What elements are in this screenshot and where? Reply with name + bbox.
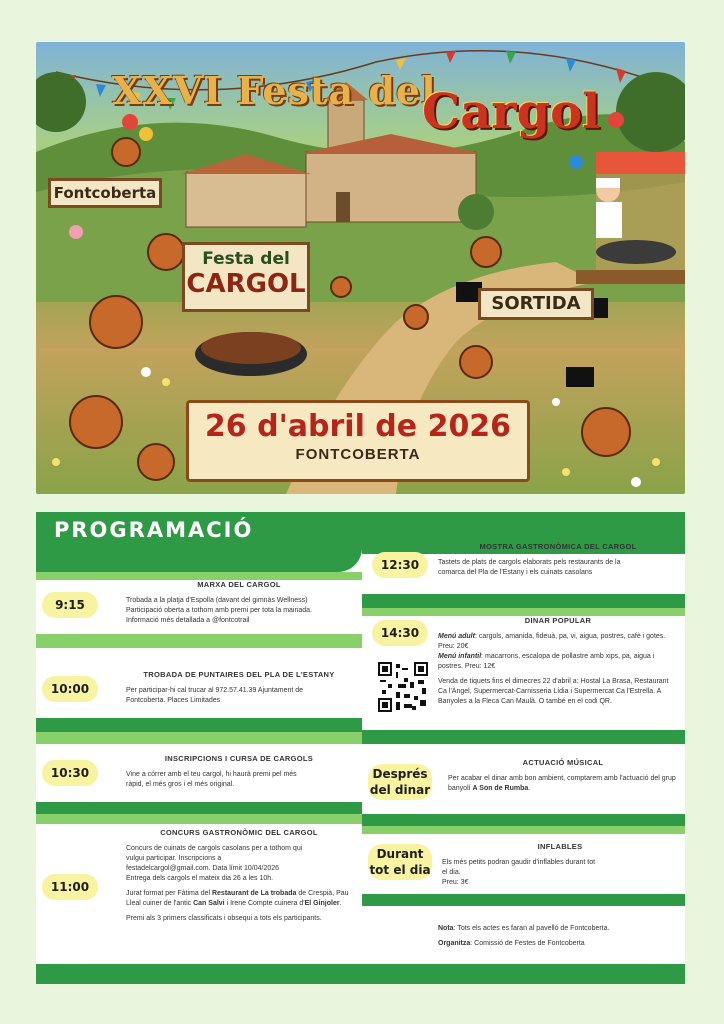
- event-line: Concurs de cuinats de cargols casolans per a tothom qui: [126, 845, 303, 852]
- prize-text: Premi als 3 primers classificats i obsequi a tots els participants.: [126, 915, 322, 922]
- event-line: festadelcargol@gmail.com. Data límit 10/04/2026: [126, 865, 280, 872]
- separator-left-3: [36, 802, 362, 814]
- jury-part: de Crespià, Pau Lleal cuiner de l'antic: [126, 890, 349, 907]
- event-title: MARXA DEL CARGOL: [197, 580, 281, 589]
- event-line: Entrega dels cargols el mateix dia 26 a les 10h.: [126, 875, 274, 882]
- event-title: DINAR POPULAR: [524, 616, 592, 625]
- jury-part: i Irene Compte cuinera d': [224, 900, 305, 907]
- event-inflables: [442, 842, 678, 888]
- event-dinar-popular: [438, 616, 678, 712]
- festival-poster: [36, 42, 685, 494]
- event-line: el dia.: [442, 869, 461, 876]
- qr-code-icon[interactable]: [378, 662, 428, 712]
- menu-kids-text: : macarrons, escalopa de pollastre amb xips, pa, aigua i postres. Preu: 12€: [438, 653, 655, 670]
- event-title: TROBADA DE PUNTAIRES DEL PLA DE L'ESTANY: [143, 670, 335, 679]
- menu-adult-text: : cargols, amanida, fideuà, pa, vi, aigua, postres, cafè i gotes. Preu: 20€: [438, 633, 666, 650]
- jury-text: [126, 889, 352, 909]
- note-label: Nota: [438, 925, 454, 932]
- jury-part: Jurat format per Fàtima del: [126, 890, 212, 897]
- event-place: FONTCOBERTA: [295, 446, 421, 463]
- menu-kids: [438, 652, 678, 672]
- event-title: CONCURS GASTRONÒMIC DEL CARGOL: [160, 828, 318, 837]
- sign-festa-line1: Festa del: [202, 249, 290, 269]
- event-line: comarca del Pla de l'Estany i els cuinats casolans: [438, 569, 593, 576]
- music-text-part: Per acabar el dinar amb bon ambient, comptarem amb l'actuació del grup banyolí: [448, 775, 676, 792]
- event-title: ACTUACIÓ MÚSICAL: [522, 758, 604, 767]
- event-line: Els més petits podran gaudir d'inflables durant tot: [442, 859, 596, 866]
- organizer-label: Organitza: [438, 940, 471, 947]
- music-text-part: .: [528, 785, 531, 792]
- footer-notes: [438, 924, 678, 954]
- band-light: [36, 572, 362, 580]
- time-pill: Durant tot el dia: [368, 844, 432, 880]
- time-pill: 9:15: [42, 592, 98, 618]
- event-line: Participació oberta a tothom amb premi per tota la mainada.: [126, 607, 312, 614]
- separator-left-1: [36, 634, 362, 648]
- note: [438, 924, 678, 934]
- event-trobada-puntaires: [126, 670, 352, 706]
- event-actuacio-musical: [448, 758, 678, 799]
- time-pill: 10:00: [42, 676, 98, 702]
- event-line: Per participar-hi cal trucar al 972.57.41.39 Ajuntament de: [126, 687, 304, 694]
- event-line: Tastets de plats de cargols elaborats pels restaurants de la: [438, 559, 621, 566]
- music-text: [448, 774, 678, 794]
- date-banner: [186, 400, 530, 482]
- jury-can-salvi: Can Salvi: [193, 900, 225, 907]
- sign-festa-line2: CARGOL: [186, 269, 306, 299]
- separator-right-2: [362, 730, 685, 744]
- separator-left-2: [36, 718, 362, 732]
- event-line: Fontcoberta. Places Limitades: [126, 697, 221, 704]
- separator-right-1: [362, 594, 685, 608]
- event-marxa-del-cargol: [126, 580, 352, 626]
- event-line: Vine a córrer amb el teu cargol, hi haurà premi pel més: [126, 771, 297, 778]
- event-title: INSCRIPCIONS I CURSA DE CARGOLS: [164, 754, 314, 763]
- menu-adult: [438, 632, 678, 652]
- time-pill: 11:00: [42, 874, 98, 900]
- program-heading: PROGRAMACIÓ: [54, 518, 254, 542]
- header-band-curve: [36, 548, 362, 572]
- event-cursa-de-cargols: [126, 754, 352, 790]
- sign-fontcoberta: Fontcoberta: [48, 178, 162, 208]
- sign-sortida: SORTIDA: [478, 288, 594, 320]
- event-line: ràpid, el més gros i el més original.: [126, 781, 235, 788]
- event-line: Trobada a la platja d'Espolla (davant del gimnàs Wellness): [126, 597, 308, 604]
- time-pill: 12:30: [372, 552, 428, 578]
- separator-left-2b: [36, 732, 362, 744]
- time-pill: 10:30: [42, 760, 98, 786]
- event-line: Preu: 3€: [442, 879, 469, 886]
- separator-left-3b: [36, 814, 362, 824]
- event-mostra-gastronomica: [438, 542, 678, 578]
- jury-part: .: [339, 900, 342, 907]
- event-title: INFLABLES: [537, 842, 583, 851]
- note-text: : Tots els actes es faran al pavelló de Fontcoberta.: [453, 925, 610, 932]
- music-band: A Son de Rumba: [472, 785, 529, 792]
- footer-band: [36, 964, 685, 984]
- event-line: vulgui participar. Inscripcions a: [126, 855, 222, 862]
- separator-right-1b: [362, 608, 685, 616]
- event-date: 26 d'abril de 2026: [204, 409, 512, 444]
- menu-adult-label: Menú adult: [438, 633, 475, 640]
- separator-right-3: [362, 814, 685, 826]
- sign-festa-del-cargol: [182, 242, 310, 312]
- event-title: MOSTRA GASTRONÒMICA DEL CARGOL: [479, 542, 637, 551]
- program-section: [36, 512, 685, 984]
- jury-restaurant: Restaurant de La trobada: [211, 890, 297, 897]
- time-pill: Després del dinar: [368, 764, 432, 800]
- tickets-text: Venda de tiquets fins el dimecres 22 d'abril a: Hostal La Brasa, Restaurant Ca l'Àngel, Supermercat-Carnisseria Lídia i Supermercat Ca l'Estrella. A Banyoles a la Fleca Can Maulà. O també en el codi QR.: [438, 678, 669, 705]
- jury-el-ginjoler: El Ginjoler: [304, 900, 340, 907]
- organizer: [438, 939, 678, 949]
- organizer-text: : Comissió de Festes de Fontcoberta: [470, 940, 585, 947]
- poster-title-line2: Cargol: [422, 84, 601, 140]
- event-concurs-gastronomic: [126, 828, 352, 929]
- event-line: Informació més detallada a @fontcotrail: [126, 617, 250, 624]
- poster-title-line1: XXVI Festa del: [112, 68, 437, 113]
- separator-right-4: [362, 894, 685, 906]
- separator-right-3b: [362, 826, 685, 834]
- menu-kids-label: Menú infantil: [438, 653, 482, 660]
- time-pill: 14:30: [372, 620, 428, 646]
